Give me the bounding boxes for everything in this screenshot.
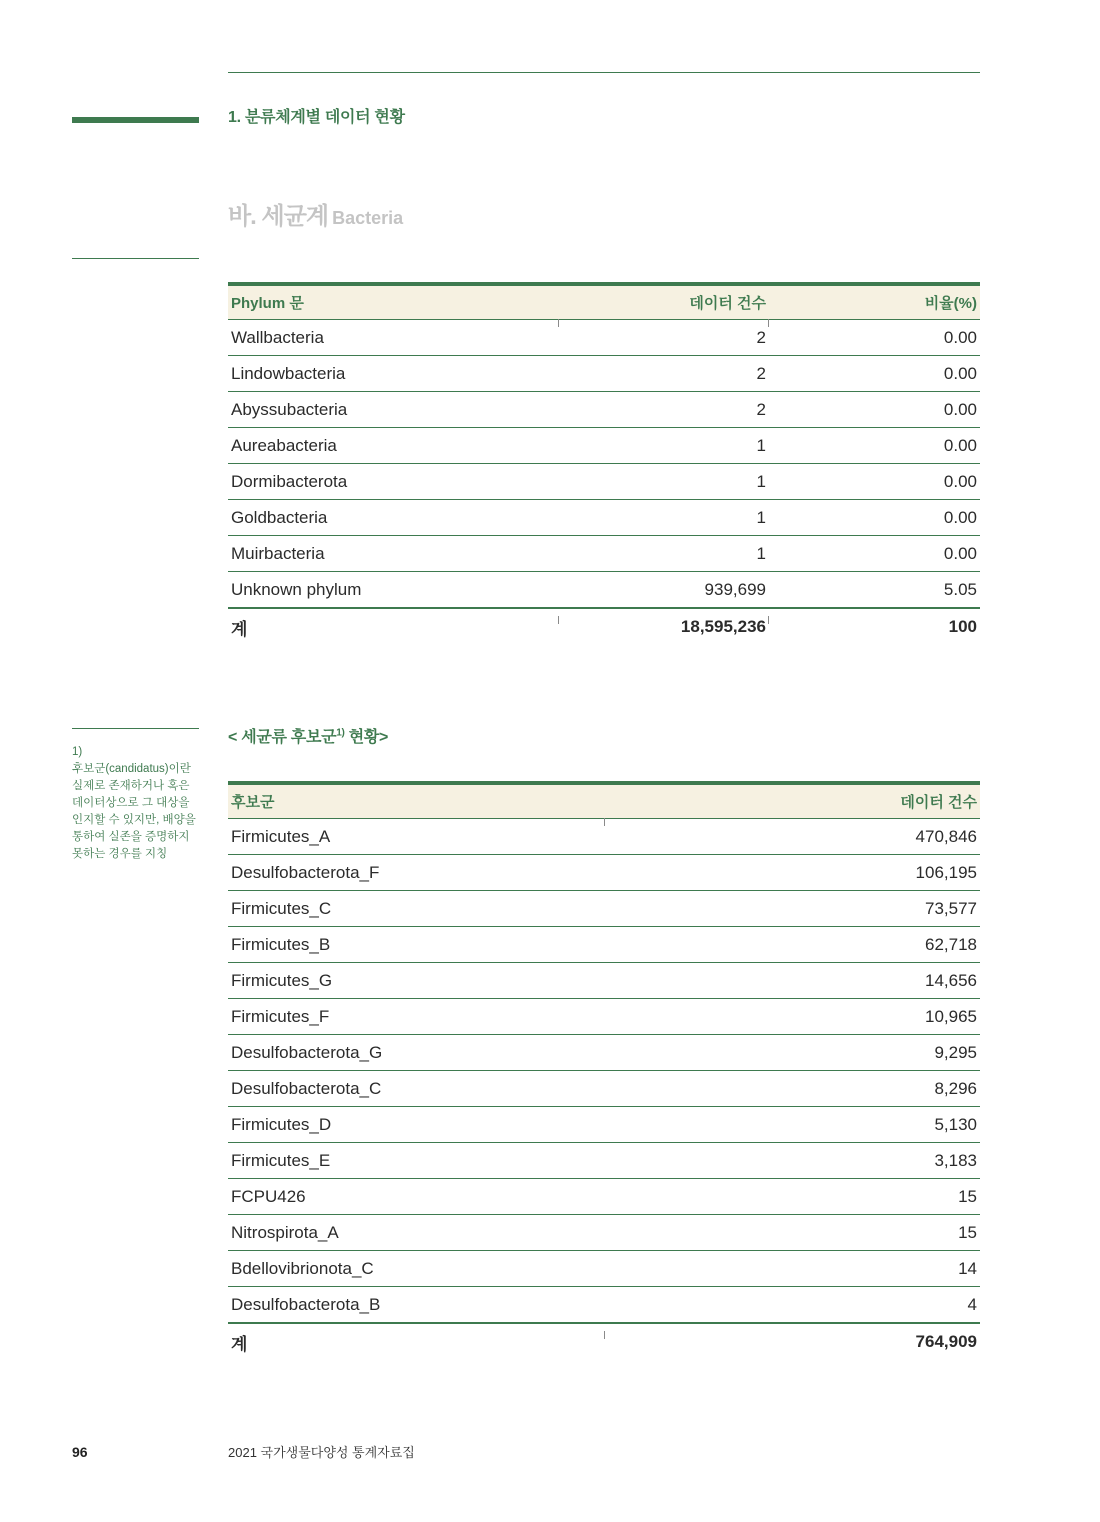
publication-title: 2021 국가생물다양성 통계자료집: [228, 1445, 415, 1460]
row-label: Dormibacterota: [228, 464, 559, 500]
header-candidate-count: 데이터 건수: [604, 783, 980, 819]
page-number: 96: [72, 1444, 88, 1460]
header-phylum: Phylum 문: [228, 284, 559, 320]
table-row: [228, 356, 980, 392]
row-value: 2: [559, 392, 769, 428]
row-label: Nitrospirota_A: [228, 1215, 604, 1251]
header-candidate: 후보군: [228, 783, 604, 819]
column-tick: [558, 319, 559, 327]
table-row: [228, 320, 980, 356]
total-count: 18,595,236: [680, 617, 766, 636]
row-value: 1: [559, 464, 769, 500]
candidate-table-header: [228, 783, 980, 819]
table-row: [228, 927, 980, 963]
row-value: 73,577: [604, 891, 980, 927]
table-row: [228, 536, 980, 572]
row-label: Firmicutes_B: [228, 927, 604, 963]
row-value: 15: [604, 1215, 980, 1251]
candidate-table-body: [228, 819, 980, 1324]
row-label: Desulfobacterota_G: [228, 1035, 604, 1071]
table-row: [228, 891, 980, 927]
row-value: 4: [604, 1287, 980, 1324]
footnote-number: 1): [72, 746, 83, 758]
row-label: Firmicutes_G: [228, 963, 604, 999]
row-label: Firmicutes_D: [228, 1107, 604, 1143]
row-value: 15: [604, 1179, 980, 1215]
table-row: [228, 1035, 980, 1071]
subsection-title-ko: 바. 세균계: [228, 203, 329, 230]
total-ratio: 100: [948, 617, 977, 636]
footnote-text: 후보군(candidatus)이란 실제로 존재하거나 혹은 데이터상으로 그 대상을 인지할 수 있지만, 배양을 통하여 실존을 증명하지 못하는 경우를 지칭: [72, 763, 196, 860]
header-data-count: 데이터 건수: [559, 284, 769, 320]
subsection-title-en: Bacteria: [332, 208, 404, 228]
row-label: Bdellovibrionota_C: [228, 1251, 604, 1287]
row-label: Desulfobacterota_B: [228, 1287, 604, 1324]
table-row: [228, 1215, 980, 1251]
phylum-table-header: [228, 284, 980, 320]
candidate-table: [228, 781, 980, 1360]
table-row: [228, 1179, 980, 1215]
row-label: Muirbacteria: [228, 536, 559, 572]
row-value: 5.05: [769, 572, 980, 609]
row-value: 62,718: [604, 927, 980, 963]
column-tick: [558, 616, 559, 624]
row-value: 14,656: [604, 963, 980, 999]
section-marker-bar: [72, 117, 199, 123]
row-value: 0.00: [769, 392, 980, 428]
table-row: [228, 1071, 980, 1107]
column-tick: [768, 616, 769, 624]
column-tick: [768, 319, 769, 327]
row-label: Desulfobacterota_F: [228, 855, 604, 891]
row-value: 939,699: [559, 572, 769, 609]
column-tick: [604, 818, 605, 826]
row-label: Firmicutes_F: [228, 999, 604, 1035]
column-tick: [604, 1331, 605, 1339]
row-label: Firmicutes_E: [228, 1143, 604, 1179]
row-value: 10,965: [604, 999, 980, 1035]
row-value: 3,183: [604, 1143, 980, 1179]
row-value: 0.00: [769, 428, 980, 464]
row-value: 1: [559, 536, 769, 572]
row-label: Aureabacteria: [228, 428, 559, 464]
phylum-table: [228, 282, 980, 645]
row-label: Firmicutes_A: [228, 819, 604, 855]
phylum-total-row: [228, 608, 980, 645]
row-value: 8,296: [604, 1071, 980, 1107]
candidate-caption-prefix: < 세균류 후보군: [228, 729, 337, 746]
row-label: Unknown phylum: [228, 572, 559, 609]
table-row: [228, 1143, 980, 1179]
row-value: 2: [559, 356, 769, 392]
row-label: Goldbacteria: [228, 500, 559, 536]
row-value: 0.00: [769, 320, 980, 356]
header-ratio: 비율(%): [769, 284, 980, 320]
row-label: Wallbacteria: [228, 320, 559, 356]
subsection-title: [228, 196, 403, 231]
row-value: 0.00: [769, 500, 980, 536]
phylum-table-body: [228, 320, 980, 609]
candidate-total-row: [228, 1323, 980, 1360]
subsection-rule: [72, 258, 199, 259]
table-row: [228, 1107, 980, 1143]
row-value: 2: [559, 320, 769, 356]
row-label: Lindowbacteria: [228, 356, 559, 392]
row-label: Desulfobacterota_C: [228, 1071, 604, 1107]
top-rule: [228, 72, 980, 73]
table-row: [228, 392, 980, 428]
row-label: Firmicutes_C: [228, 891, 604, 927]
row-label: Abyssubacteria: [228, 392, 559, 428]
table-row: [228, 572, 980, 609]
row-label: FCPU426: [228, 1179, 604, 1215]
row-value: 1: [559, 428, 769, 464]
table-row: [228, 855, 980, 891]
row-value: 5,130: [604, 1107, 980, 1143]
footnote: [72, 744, 200, 863]
candidate-total-count: 764,909: [915, 1332, 977, 1351]
table-row: [228, 1287, 980, 1324]
table-row: [228, 1251, 980, 1287]
row-value: 106,195: [604, 855, 980, 891]
candidate-caption-footnote-ref: 1): [336, 727, 345, 739]
row-value: 0.00: [769, 356, 980, 392]
table-row: [228, 963, 980, 999]
candidate-total-label: 계: [231, 1334, 248, 1354]
row-value: 1: [559, 500, 769, 536]
row-value: 0.00: [769, 536, 980, 572]
candidate-caption-suffix: 현황>: [344, 729, 389, 746]
candidate-caption: [228, 724, 388, 747]
total-label: 계: [231, 619, 248, 639]
table-row: [228, 428, 980, 464]
footnote-rule: [72, 728, 199, 729]
section-title: 1. 분류체계별 데이터 현황: [228, 109, 405, 126]
row-value: 470,846: [604, 819, 980, 855]
table-row: [228, 999, 980, 1035]
table-row: [228, 500, 980, 536]
row-value: 9,295: [604, 1035, 980, 1071]
row-value: 0.00: [769, 464, 980, 500]
table-row: [228, 464, 980, 500]
row-value: 14: [604, 1251, 980, 1287]
